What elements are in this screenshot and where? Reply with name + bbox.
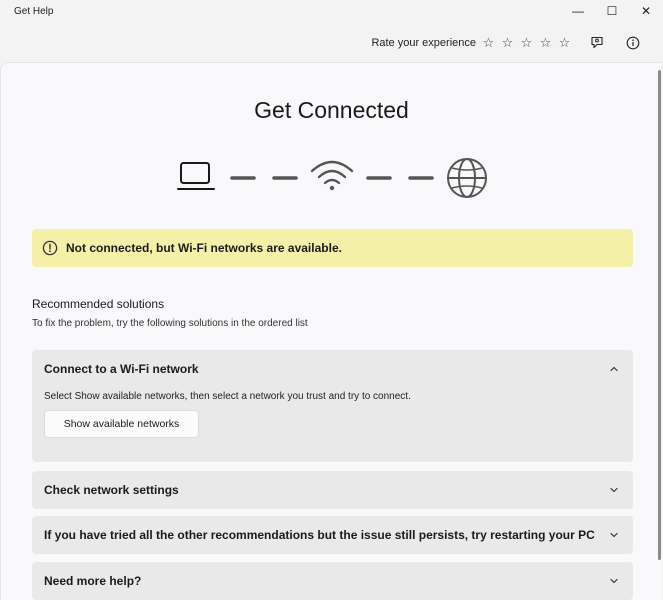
star-icon-1[interactable]: ☆: [482, 35, 495, 50]
chevron-up-icon: [609, 364, 619, 374]
info-icon: [626, 36, 640, 50]
star-icon-5[interactable]: ☆: [558, 35, 571, 50]
feedback-icon: [590, 36, 604, 50]
show-available-networks-button[interactable]: Show available networks: [44, 410, 199, 438]
recommended-solutions-heading: Recommended solutions: [32, 297, 165, 311]
solution-title: Need more help?: [44, 574, 142, 588]
solution-title: If you have tried all the other recommendations but the issue still persists, try restarting your PC: [44, 528, 595, 542]
chevron-down-icon: [609, 485, 619, 495]
title-bar: [0, 0, 663, 62]
page-title: Get Connected: [254, 97, 409, 123]
info-button[interactable]: [615, 32, 651, 54]
solution-title: Connect to a Wi-Fi network: [44, 362, 199, 376]
minimize-button[interactable]: —: [572, 4, 584, 18]
star-icon-3[interactable]: ☆: [520, 35, 533, 50]
rating-bar: [371, 32, 651, 54]
solution-card-restart-pc: [32, 516, 633, 554]
solution-card-more-help: [32, 562, 633, 600]
solution-header-connect-wifi[interactable]: [32, 350, 633, 388]
chevron-down-icon: [609, 530, 619, 540]
app-title: Get Help: [14, 6, 54, 17]
scrollbar[interactable]: [658, 70, 661, 560]
solution-card-connect-wifi: [32, 350, 633, 462]
solution-header-restart-pc[interactable]: [32, 516, 633, 554]
chevron-down-icon: [609, 576, 619, 586]
warning-circle-icon: [42, 240, 58, 256]
maximize-button[interactable]: ☐: [606, 4, 618, 18]
feedback-button[interactable]: [579, 32, 615, 54]
solution-header-network-settings[interactable]: [32, 471, 633, 509]
solution-body: [32, 391, 633, 438]
solution-description: Select Show available networks, then select a network you trust and try to connect.: [44, 391, 411, 402]
connection-diagram: [174, 154, 494, 200]
status-message: Not connected, but Wi-Fi networks are available.: [66, 241, 342, 255]
globe-icon: [448, 159, 486, 197]
solution-header-more-help[interactable]: [32, 562, 633, 600]
laptop-icon: [178, 163, 214, 189]
star-icon-4[interactable]: ☆: [539, 35, 552, 50]
recommended-solutions-subtitle: To fix the problem, try the following solutions in the ordered list: [32, 318, 308, 329]
rate-experience-label: Rate your experience: [371, 37, 476, 49]
status-banner: [32, 229, 633, 267]
star-icon-2[interactable]: ☆: [501, 35, 514, 50]
wifi-icon: [312, 162, 352, 190]
solution-title: Check network settings: [44, 483, 179, 497]
solution-card-network-settings: [32, 471, 633, 509]
close-button[interactable]: ✕: [640, 4, 652, 18]
